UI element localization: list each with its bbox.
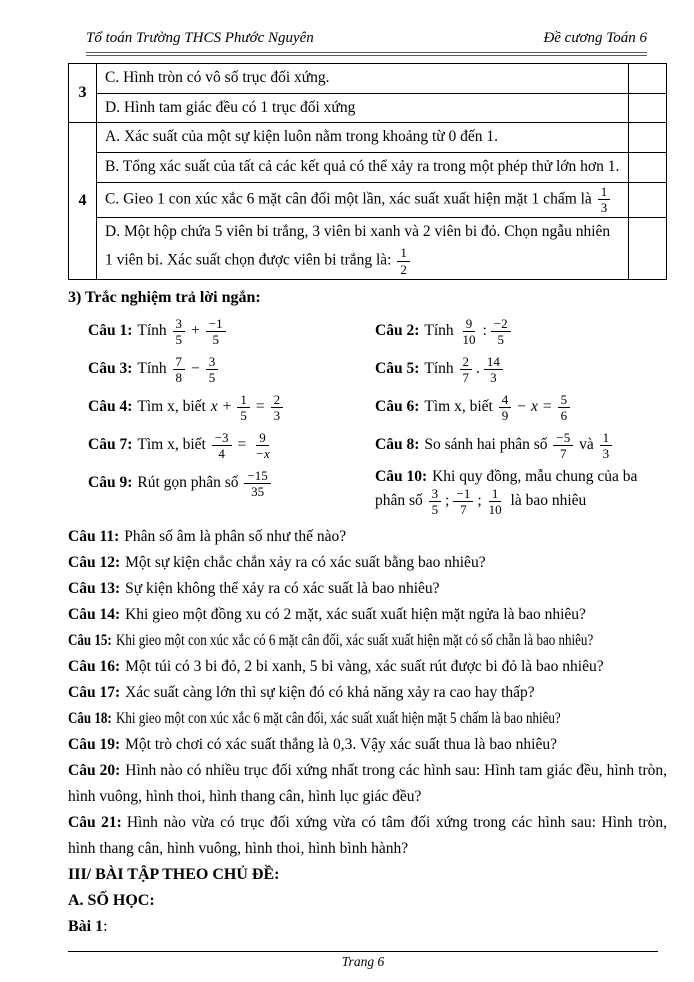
question-text: Phân số âm là phân số như thế nào?: [124, 527, 347, 545]
fraction-denominator: 3: [490, 370, 497, 386]
question-label: Câu 10:: [375, 467, 428, 485]
question-content: [68, 706, 561, 732]
fraction: [206, 316, 226, 348]
math-operator: +: [222, 398, 232, 416]
math-operator: +: [191, 322, 200, 340]
fraction-denominator: 5: [497, 332, 504, 348]
fraction-numerator: 5: [558, 392, 571, 409]
heading-bai1: [68, 914, 667, 940]
long-question: [68, 810, 667, 862]
fraction-numerator: −1: [206, 316, 226, 333]
fraction-numerator: 1: [397, 245, 410, 262]
question-text: Sự kiện không thể xảy ra có xác suất là bao nhiêu?: [125, 579, 440, 597]
long-question: [68, 524, 667, 550]
fraction-denominator: 5: [431, 502, 439, 518]
math-operator: ;: [477, 492, 482, 510]
long-question: [68, 602, 667, 628]
math-text: C. Hình tròn có vô số trục đối xứng.: [105, 69, 330, 86]
short-question: [375, 463, 667, 518]
math-text: Tìm x, biết: [137, 398, 210, 416]
header-right-title: Đề cương Toán 6: [543, 30, 647, 46]
fraction-numerator: 3: [206, 354, 219, 371]
table-row: [69, 123, 667, 153]
question-label: Câu 4:: [88, 398, 133, 416]
fraction-denominator: 35: [251, 484, 265, 500]
long-question: [68, 706, 667, 732]
header-left-title: Tổ toán Trường THCS Phước Nguyên: [86, 30, 314, 46]
fraction-denominator: 4: [218, 446, 225, 462]
fraction-numerator: 4: [499, 392, 512, 409]
fraction: [252, 430, 273, 462]
option-cell: [97, 93, 629, 123]
answer-cell: [629, 64, 667, 94]
question-text: Một sự kiện chắc chắn xảy ra có xác suất bằng bao nhiêu?: [125, 553, 486, 571]
question-number-cell: 3: [69, 64, 97, 123]
answer-cell: [629, 93, 667, 123]
short-questions-grid: [88, 311, 667, 518]
bai1-label: Bài 1: [68, 917, 104, 935]
question-label: Câu 14:: [68, 605, 121, 623]
fraction-numerator: 1: [600, 430, 613, 447]
fraction-numerator: −3: [212, 430, 232, 447]
short-question: [88, 349, 375, 387]
math-text: D. Hình tam giác đều có 1 trục đối xứng: [105, 98, 356, 116]
fraction-numerator: 9: [463, 316, 476, 333]
answer-cell: [629, 152, 667, 182]
fraction-denominator: 5: [208, 370, 216, 386]
long-question: [68, 758, 667, 810]
fraction: [486, 486, 505, 518]
question-body: [424, 429, 614, 462]
question-label: Câu 19:: [68, 735, 121, 753]
fraction-numerator: 1: [598, 184, 611, 201]
question-label: Câu 7:: [88, 436, 133, 454]
fraction: [173, 316, 186, 348]
fraction: [237, 392, 250, 424]
fraction: [491, 316, 511, 348]
option-cell: [97, 182, 629, 217]
option-cell: [97, 217, 629, 279]
option-cell: [97, 152, 629, 182]
fraction-denominator: 7: [560, 446, 567, 462]
question-body: [137, 429, 274, 462]
fraction: [206, 354, 219, 386]
math-text: A. Xác suất của một sự kiện luôn nằm trong khoảng từ 0 đến 1.: [105, 128, 499, 146]
math-operator: :: [482, 322, 487, 340]
short-question: [88, 463, 375, 518]
question-label: Câu 21:: [68, 813, 122, 831]
table-row: [69, 182, 667, 217]
math-text: So sánh hai phân số: [424, 436, 552, 454]
question-label: Câu 12:: [68, 553, 121, 571]
question-body: [137, 391, 285, 424]
fraction-numerator: 2: [460, 354, 473, 371]
answer-cell: [629, 182, 667, 217]
question-body: [424, 353, 505, 386]
math-text: và: [575, 436, 598, 454]
question-text: Khi gieo một con xúc xắc 6 mặt cân đối, xác suất xuất hiện mặt 5 chấm là bao nhiêu?: [115, 709, 561, 727]
fraction-numerator: 3: [429, 486, 442, 503]
table-row: [69, 64, 667, 94]
fraction-denominator: 3: [273, 408, 281, 424]
long-question: [68, 550, 667, 576]
fraction-denominator: −x: [255, 446, 270, 462]
fraction-numerator: 7: [173, 354, 186, 371]
math-text: C. Gieo 1 con xúc xắc 6 mặt cân đối một lần, xác suất xuất hiện mặt 1 chấm là: [105, 190, 596, 208]
fraction: [558, 392, 571, 424]
fraction-denominator: 5: [175, 332, 183, 348]
fraction-denominator: 5: [212, 332, 219, 348]
question-body: [424, 391, 572, 424]
fraction: [429, 486, 442, 518]
question-text: Khi gieo một đồng xu có 2 mặt, xác suất xuất hiện mặt ngửa là bao nhiêu?: [125, 605, 586, 623]
question-label: Câu 6:: [375, 398, 420, 416]
fraction-denominator: 3: [600, 200, 608, 216]
fraction-denominator: 6: [560, 408, 568, 424]
fraction-denominator: 3: [602, 446, 610, 462]
math-operator: =: [542, 398, 552, 416]
question-label: Câu 11:: [68, 527, 120, 545]
fraction-denominator: 9: [501, 408, 509, 424]
math-text: Tìm x, biết: [137, 436, 210, 454]
heading-part3: III/ BÀI TẬP THEO CHỦ ĐỀ:: [68, 865, 280, 883]
fraction-numerator: 1: [237, 392, 250, 409]
table-row: [69, 217, 667, 279]
question-body: [137, 315, 227, 348]
math-text: B. Tổng xác suất của tất cả các kết quả có thể xảy ra trong một phép thử lớn hơn 1.: [105, 157, 620, 175]
long-questions-list: [68, 524, 667, 862]
question-body: [137, 467, 272, 500]
question-body: [424, 315, 512, 348]
option-cell: [97, 64, 629, 94]
fraction: [484, 354, 503, 386]
math-operator: =: [237, 436, 247, 454]
heading-section-a: A. SỐ HỌC:: [68, 891, 155, 909]
fraction: [212, 430, 232, 462]
long-question: [68, 576, 667, 602]
long-question: [68, 628, 667, 654]
question-label: Câu 15:: [68, 631, 112, 649]
question-label: Câu 13:: [68, 579, 121, 597]
question-label: Câu 16:: [68, 657, 121, 675]
question-body: [137, 353, 220, 386]
answer-cell: [629, 123, 667, 153]
math-operator: ;: [445, 492, 450, 510]
question-label: Câu 2:: [375, 322, 420, 340]
question-text: Xác suất càng lớn thì sự kiện đó có khả năng xảy ra cao hay thấp?: [125, 683, 535, 701]
long-question: [68, 680, 667, 706]
math-operator: .: [476, 360, 480, 378]
fraction: [460, 316, 479, 348]
fraction-denominator: 10: [462, 332, 476, 348]
fraction-numerator: −15: [244, 468, 270, 485]
fraction-numerator: −2: [491, 316, 511, 333]
question-text: Một túi có 3 bi đỏ, 2 bi xanh, 5 bi vàng, xác suất rút được bi đỏ là bao nhiêu?: [125, 657, 604, 675]
answer-cell: [629, 217, 667, 279]
math-text: Tính: [137, 360, 171, 378]
fraction-numerator: 3: [173, 316, 186, 333]
math-text: Tính: [137, 322, 171, 340]
fraction: [598, 184, 611, 216]
fraction-numerator: 2: [271, 392, 284, 409]
math-text: Rút gọn phân số: [137, 474, 243, 492]
question-label: Câu 18:: [68, 709, 112, 727]
math-variable: x: [210, 398, 218, 416]
long-question: [68, 732, 667, 758]
short-question: [88, 387, 375, 425]
fraction: [173, 354, 186, 386]
math-text: Tính: [424, 360, 458, 378]
short-question: [375, 425, 667, 463]
question-number-cell: 4: [69, 123, 97, 279]
multiple-choice-table: [68, 63, 667, 280]
page-number: Trang 6: [341, 954, 385, 969]
fraction: [499, 392, 512, 424]
fraction-numerator: 14: [484, 354, 503, 371]
fraction: [553, 430, 573, 462]
short-question: [375, 311, 667, 349]
fraction-denominator: 2: [400, 262, 407, 278]
question-table-body: [69, 64, 667, 280]
math-text: Tính: [424, 322, 458, 340]
page-footer: [68, 951, 658, 970]
page-header: [86, 30, 647, 56]
fraction: [397, 245, 410, 277]
math-operator: −: [517, 398, 526, 416]
question-label: Câu 1:: [88, 322, 133, 340]
fraction: [271, 392, 284, 424]
fraction: [460, 354, 473, 386]
question-content: [68, 628, 593, 654]
question-text: Khi gieo một con xúc xắc có 6 mặt cân đối, xác suất xuất hiện mặt có số chẵn là bao nhiêu?: [115, 631, 594, 649]
question-label: Câu 3:: [88, 360, 133, 378]
question-label: Câu 17:: [68, 683, 121, 701]
fraction-denominator: 7: [462, 370, 470, 386]
fraction: [244, 468, 270, 500]
question-text: Một trò chơi có xác suất thắng là 0,3. Vậy xác suất thua là bao nhiêu?: [125, 735, 557, 753]
math-operator: −: [191, 360, 200, 378]
option-cell: [97, 123, 629, 153]
fraction-denominator: 5: [240, 408, 247, 424]
math-text: Tìm x, biết: [424, 398, 497, 416]
bai1-colon: :: [103, 917, 108, 935]
math-text: là bao nhiêu: [506, 492, 587, 510]
short-question: [88, 425, 375, 463]
math-text: Khi quy đồng, mẫu chung của ba phân số: [375, 467, 638, 510]
question-label: Câu 8:: [375, 436, 420, 454]
fraction: [600, 430, 613, 462]
long-question: [68, 654, 667, 680]
fraction-numerator: 9: [256, 430, 269, 447]
fraction-denominator: 7: [460, 502, 467, 518]
math-text: D. Một hộp chứa 5 viên bi trắng, 3 viên bi xanh và 2 viên bi đỏ. Chọn ngẫu nhiên 1 viên bi. Xác suất chọn được viên bi trắng là:: [105, 222, 611, 270]
question-label: Câu 5:: [375, 360, 420, 378]
short-question: [375, 387, 667, 425]
table-row: [69, 93, 667, 123]
fraction-numerator: −1: [453, 486, 473, 503]
table-row: [69, 152, 667, 182]
fraction-numerator: 1: [489, 486, 502, 503]
question-label: Câu 20:: [68, 761, 121, 779]
fraction: [453, 486, 473, 518]
question-text: Hình nào vừa có trục đối xứng vừa có tâm đối xứng trong các hình sau: Hình tròn, hình thang cân, hình vuông, hình thoi, hình bình hành?: [68, 813, 667, 857]
fraction-numerator: −5: [553, 430, 573, 447]
question-label: Câu 9:: [88, 474, 133, 492]
short-question: [88, 311, 375, 349]
question-text: Hình nào có nhiều trục đối xứng nhất trong các hình sau: Hình tam giác đều, hình tròn, hình vuông, hình thoi, hình thang cân, hình lục giác đều?: [68, 761, 668, 805]
short-question: [375, 349, 667, 387]
fraction-denominator: 10: [488, 502, 502, 518]
math-operator: =: [255, 398, 265, 416]
math-variable: x: [530, 398, 538, 416]
section-title: 3) Trắc nghiệm trả lời ngắn:: [68, 288, 261, 306]
fraction-denominator: 8: [175, 370, 183, 386]
